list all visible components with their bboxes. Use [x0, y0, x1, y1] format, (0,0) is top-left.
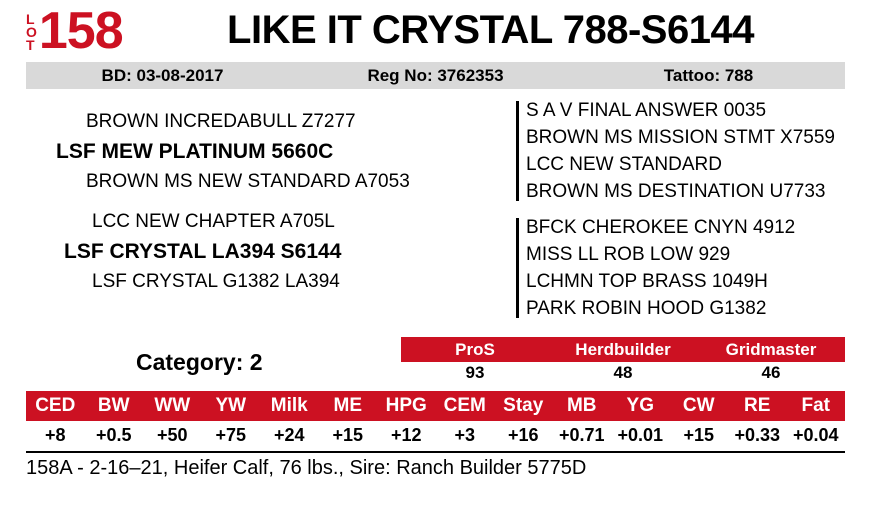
great-grandparents-sire-side	[516, 97, 845, 205]
epd-header-milk: Milk	[270, 395, 308, 416]
dam-group	[26, 207, 506, 297]
epd-value-cem: +3	[454, 424, 476, 445]
epd-value-bw: +0.5	[95, 424, 132, 445]
epd-header-mb: MB	[566, 395, 597, 416]
index-header-gridmaster: Gridmaster	[725, 339, 817, 359]
ggp-7: LCHMN TOP BRASS 1049H	[526, 271, 768, 292]
index-value-pros: 93	[465, 363, 485, 382]
epd-value-milk: +24	[273, 424, 305, 445]
epd-value-ww: +50	[156, 424, 188, 445]
header	[0, 0, 871, 62]
sire: LSF MEW PLATINUM 5660C	[56, 140, 334, 163]
tattoo: Tattoo: 788	[663, 65, 754, 85]
lot-label-l: L	[26, 11, 35, 27]
registration-number: Reg No: 3762353	[367, 65, 504, 85]
index-table	[401, 337, 845, 384]
index-header-herdbuilder: Herdbuilder	[575, 339, 671, 359]
epd-header-ww: WW	[154, 395, 191, 416]
epd-header-yg: YG	[626, 395, 654, 416]
epd-value-hpg: +12	[390, 424, 422, 445]
lot-label-t: T	[26, 37, 35, 53]
sire-group	[26, 107, 506, 197]
epd-table-values	[26, 421, 845, 449]
birth-date: BD: 03-08-2017	[101, 65, 224, 85]
epd-header-ced: CED	[35, 395, 76, 416]
epd-value-ced: +8	[44, 424, 66, 445]
ggp-3: LCC NEW STANDARD	[526, 154, 722, 175]
ggp-5: BFCK CHEROKEE CNYN 4912	[526, 217, 796, 238]
epd-value-me: +15	[332, 424, 364, 445]
epd-header-cw: CW	[682, 395, 715, 416]
maternal-grandsire: LCC NEW CHAPTER A705L	[92, 211, 335, 232]
maternal-granddam: LSF CRYSTAL G1382 LA394	[92, 271, 340, 292]
epd-value-stay: +16	[507, 424, 539, 445]
ggp-1: S A V FINAL ANSWER 0035	[526, 100, 767, 121]
page-title: LIKE IT CRYSTAL 788-S6144	[227, 8, 754, 52]
ggp-2: BROWN MS MISSION STMT X7559	[526, 127, 835, 148]
epd-header-hpg: HPG	[385, 395, 427, 416]
lot-number: 158	[38, 2, 123, 60]
epd-value-re: +0.33	[734, 424, 781, 445]
paternal-grandsire: BROWN INCREDABULL Z7277	[86, 111, 356, 132]
dam: LSF CRYSTAL LA394 S6144	[64, 240, 342, 263]
category-label: Category: 2	[136, 349, 263, 375]
epd-table	[26, 391, 845, 449]
paternal-granddam: BROWN MS NEW STANDARD A7053	[86, 171, 410, 192]
epd-header-bw: BW	[97, 395, 130, 416]
epd-header-fat: Fat	[801, 395, 830, 416]
ggp-6: MISS LL ROB LOW 929	[526, 244, 731, 265]
index-header-pros: ProS	[455, 339, 495, 359]
ggp-4: BROWN MS DESTINATION U7733	[526, 181, 826, 202]
epd-value-cw: +15	[683, 424, 715, 445]
pedigree-parents	[26, 97, 506, 337]
category-and-index-row	[26, 337, 845, 385]
lot-label-o: O	[26, 24, 37, 40]
index-table-header	[401, 337, 845, 362]
epd-header-stay: Stay	[503, 395, 544, 416]
pedigree	[26, 97, 845, 337]
pedigree-great-grandparents	[506, 97, 845, 337]
index-value-gridmaster: 46	[761, 363, 781, 382]
epd-value-yw: +75	[215, 424, 247, 445]
epd-header-cem: CEM	[443, 395, 486, 416]
great-grandparents-dam-side	[516, 214, 845, 322]
epd-header-re: RE	[744, 395, 771, 416]
ggp-8: PARK ROBIN HOOD G1382	[526, 298, 767, 319]
epd-table-header	[26, 391, 845, 421]
epd-header-yw: YW	[215, 395, 247, 416]
calf-note: 158A - 2-16–21, Heifer Calf, 76 lbs., Sire: Ranch Builder 5775D	[26, 451, 845, 480]
epd-value-fat: +0.04	[792, 424, 839, 445]
index-table-values	[401, 362, 845, 384]
index-value-herdbuilder: 48	[613, 363, 633, 382]
epd-header-me: ME	[333, 395, 362, 416]
info-bar	[26, 62, 845, 89]
epd-value-mb: +0.71	[558, 424, 605, 445]
epd-value-yg: +0.01	[617, 424, 664, 445]
